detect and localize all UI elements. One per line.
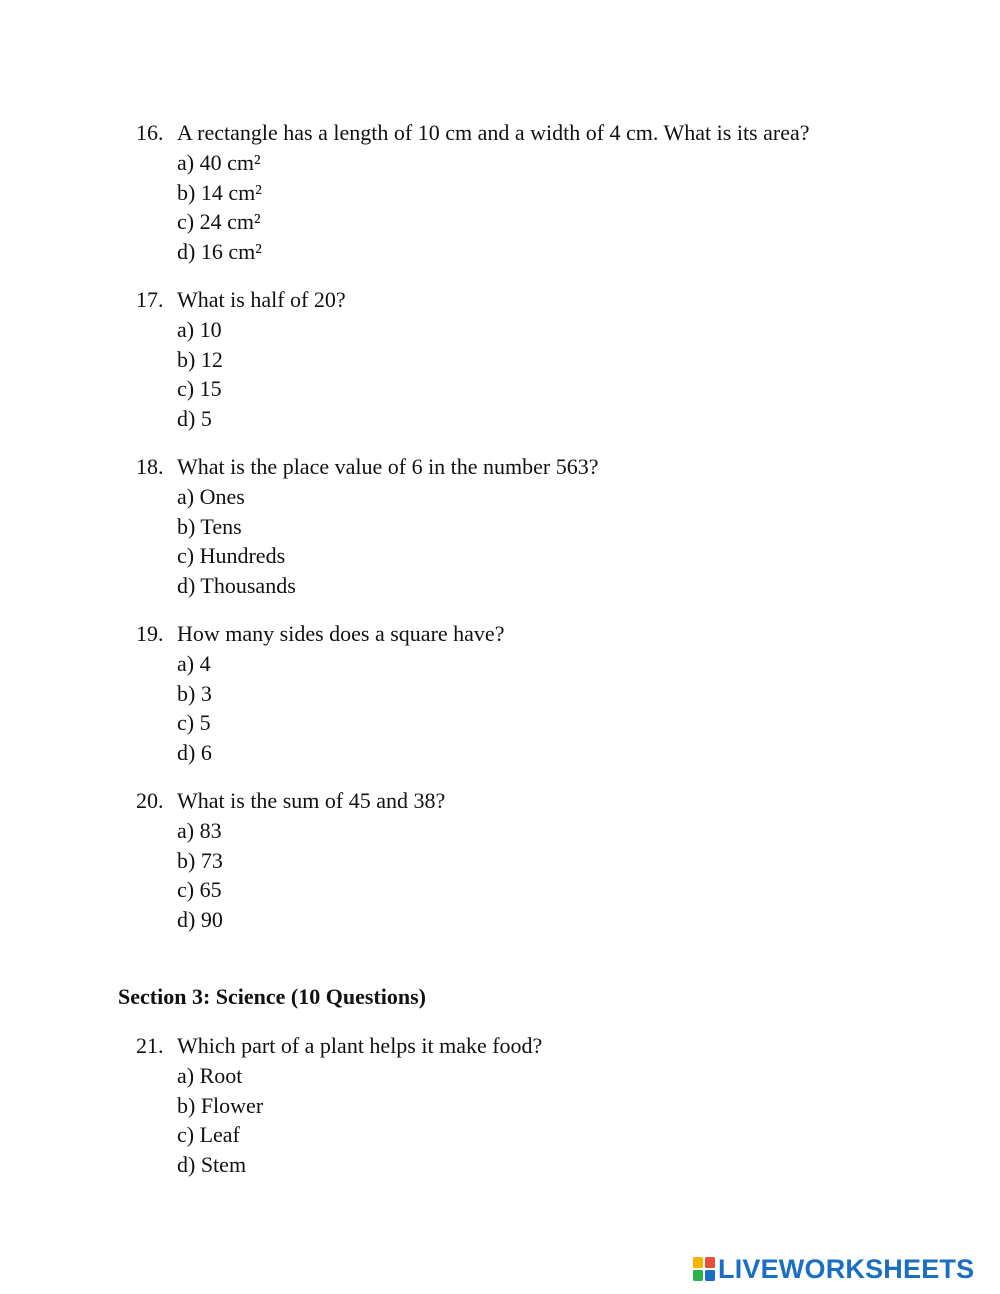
option-d: d) 5: [177, 405, 212, 431]
question-text: What is half of 20?: [177, 287, 346, 312]
option-c: c) Hundreds: [177, 543, 286, 568]
option-list: [0, 482, 1000, 600]
option-c: c) 65: [177, 877, 222, 902]
question-header: [0, 452, 1000, 482]
question-text: How many sides does a square have?: [177, 621, 505, 646]
option-a: a) 4: [177, 651, 211, 676]
option-c: c) Leaf: [177, 1122, 240, 1147]
option-d: d) Stem: [177, 1151, 247, 1177]
question-header: [0, 285, 1000, 315]
question-text: What is the sum of 45 and 38?: [177, 788, 446, 813]
question-number: 18.: [136, 454, 164, 479]
option-b: b) Tens: [177, 513, 242, 539]
question-text: A rectangle has a length of 10 cm and a width of 4 cm. What is its area?: [177, 120, 810, 145]
option-a: a) Ones: [177, 484, 245, 509]
option-b: b) 12: [177, 346, 223, 372]
option-a: a) Root: [177, 1063, 243, 1088]
option-a: a) 83: [177, 818, 222, 843]
option-d: d) 16 cm²: [177, 238, 262, 264]
option-c: c) 15: [177, 376, 222, 401]
option-a: a) 40 cm²: [177, 150, 261, 175]
question-header: [0, 118, 1000, 148]
option-c: c) 5: [177, 710, 211, 735]
question-number: 21.: [136, 1033, 164, 1058]
option-a: a) 10: [177, 317, 222, 342]
liveworksheets-logo[interactable]: [693, 1254, 974, 1284]
option-list: [0, 649, 1000, 767]
question-number: 20.: [136, 788, 164, 813]
question-header: [0, 619, 1000, 649]
option-d: d) 6: [177, 739, 212, 765]
question-header: [0, 1031, 1000, 1061]
question-17: [0, 285, 1000, 433]
option-list: [0, 816, 1000, 934]
question-18: [0, 452, 1000, 600]
question-21: [0, 1031, 1000, 1179]
option-list: [0, 148, 1000, 266]
logo-text: LIVEWORKSHEETS: [718, 1253, 975, 1284]
option-list: [0, 315, 1000, 433]
option-b: b) 14 cm²: [177, 179, 262, 205]
question-19: [0, 619, 1000, 767]
question-number: 17.: [136, 287, 164, 312]
question-number: 19.: [136, 621, 164, 646]
option-b: b) 3: [177, 680, 212, 706]
section-heading: Section 3: Science (10 Questions): [118, 984, 426, 1009]
option-list: [0, 1061, 1000, 1179]
option-b: b) Flower: [177, 1092, 264, 1118]
option-d: d) Thousands: [177, 572, 296, 598]
question-header: [0, 786, 1000, 816]
liveworksheets-logo-icon: [693, 1257, 715, 1281]
option-d: d) 90: [177, 906, 223, 932]
question-20: [0, 786, 1000, 934]
question-number: 16.: [136, 120, 164, 145]
option-b: b) 73: [177, 847, 223, 873]
question-16: [0, 118, 1000, 266]
question-text: What is the place value of 6 in the number 563?: [177, 454, 599, 479]
question-text: Which part of a plant helps it make food?: [177, 1033, 543, 1058]
option-c: c) 24 cm²: [177, 209, 261, 234]
